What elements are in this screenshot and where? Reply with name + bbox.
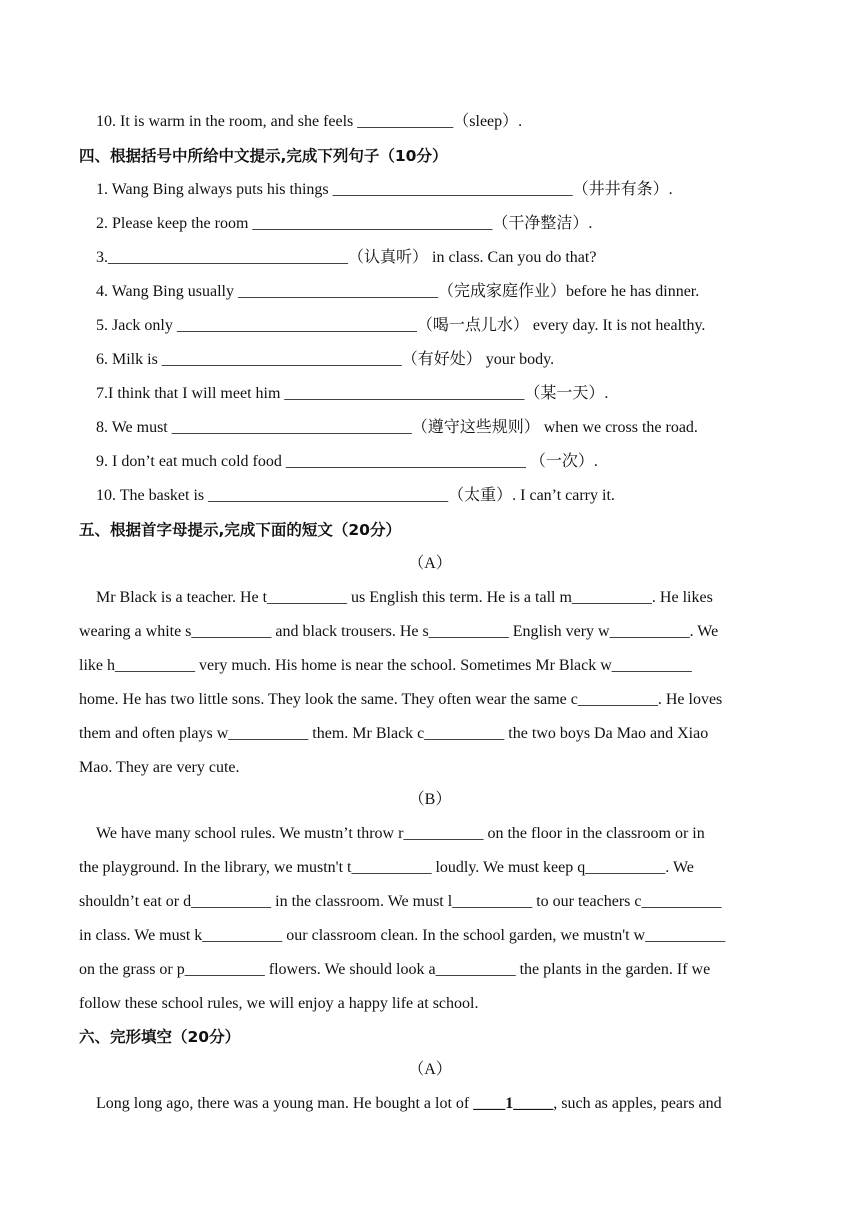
text-line: 4. Wang Bing usually _________________________（完成家庭作业）before he has dinner. xyxy=(96,283,700,300)
text-line: shouldn’t eat or d__________ in the classroom. We must l__________ to our teachers c__________ xyxy=(79,893,722,910)
text-line: 9. I don’t eat much cold food ______________________________ （一次）. xyxy=(96,453,598,470)
text-line: 1. Wang Bing always puts his things ______________________________（井井有条）. xyxy=(96,181,673,198)
text-line: them and often plays w__________ them. Mr Black c__________ the two boys Da Mao and Xiao xyxy=(79,725,709,742)
cloze-blank-1: ____1_____ xyxy=(473,1095,554,1112)
passage-label: （A） xyxy=(408,1061,452,1078)
text-line: 10. It is warm in the room, and she feels ____________（sleep）. xyxy=(96,113,523,130)
section-heading: 六、完形填空（20分） xyxy=(79,1028,241,1046)
text-line: 10. The basket is ______________________________（太重）. I can’t carry it. xyxy=(96,487,615,504)
text-line: 8. We must ______________________________（遵守这些规则） when we cross the road. xyxy=(96,419,698,436)
text-line: on the grass or p__________ flowers. We should look a__________ the plants in the garden. If we xyxy=(79,961,711,978)
text-line: 2. Please keep the room ______________________________（干净整洁）. xyxy=(96,215,593,232)
cloze-text-before: Long long ago, there was a young man. He bought a lot of xyxy=(96,1095,474,1112)
cloze-text-after: , such as apples, pears and xyxy=(553,1095,722,1112)
section-heading: 四、根据括号中所给中文提示,完成下列句子（10分） xyxy=(79,147,448,165)
text-line: wearing a white s__________ and black trousers. He s__________ English very w__________. We xyxy=(79,623,719,640)
text-line: 5. Jack only ______________________________（喝一点儿水） every day. It is not healthy. xyxy=(96,317,706,334)
section-heading: 五、根据首字母提示,完成下面的短文（20分） xyxy=(79,521,401,539)
text-line: home. He has two little sons. They look the same. They often wear the same c__________. He loves xyxy=(79,691,723,708)
text-line: 6. Milk is ______________________________（有好处） your body. xyxy=(96,351,555,368)
cloze-first-line xyxy=(96,1094,722,1114)
text-line: 7.I think that I will meet him ______________________________（某一天）. xyxy=(96,385,609,402)
text-line: We have many school rules. We mustn’t throw r__________ on the floor in the classroom or in xyxy=(96,825,705,842)
text-line: Mr Black is a teacher. He t__________ us English this term. He is a tall m__________. He likes xyxy=(96,589,713,606)
passage-label: （A） xyxy=(408,555,452,572)
text-line: Mao. They are very cute. xyxy=(79,759,240,776)
text-line: 3.______________________________（认真听） in class. Can you do that? xyxy=(96,249,597,266)
text-line: like h__________ very much. His home is near the school. Sometimes Mr Black w__________ xyxy=(79,657,692,674)
text-line: in class. We must k__________ our classroom clean. In the school garden, we mustn't w__________ xyxy=(79,927,726,944)
text-line: follow these school rules, we will enjoy a happy life at school. xyxy=(79,995,479,1012)
text-line: the playground. In the library, we mustn't t__________ loudly. We must keep q__________. We xyxy=(79,859,694,876)
passage-label: （B） xyxy=(408,791,452,808)
